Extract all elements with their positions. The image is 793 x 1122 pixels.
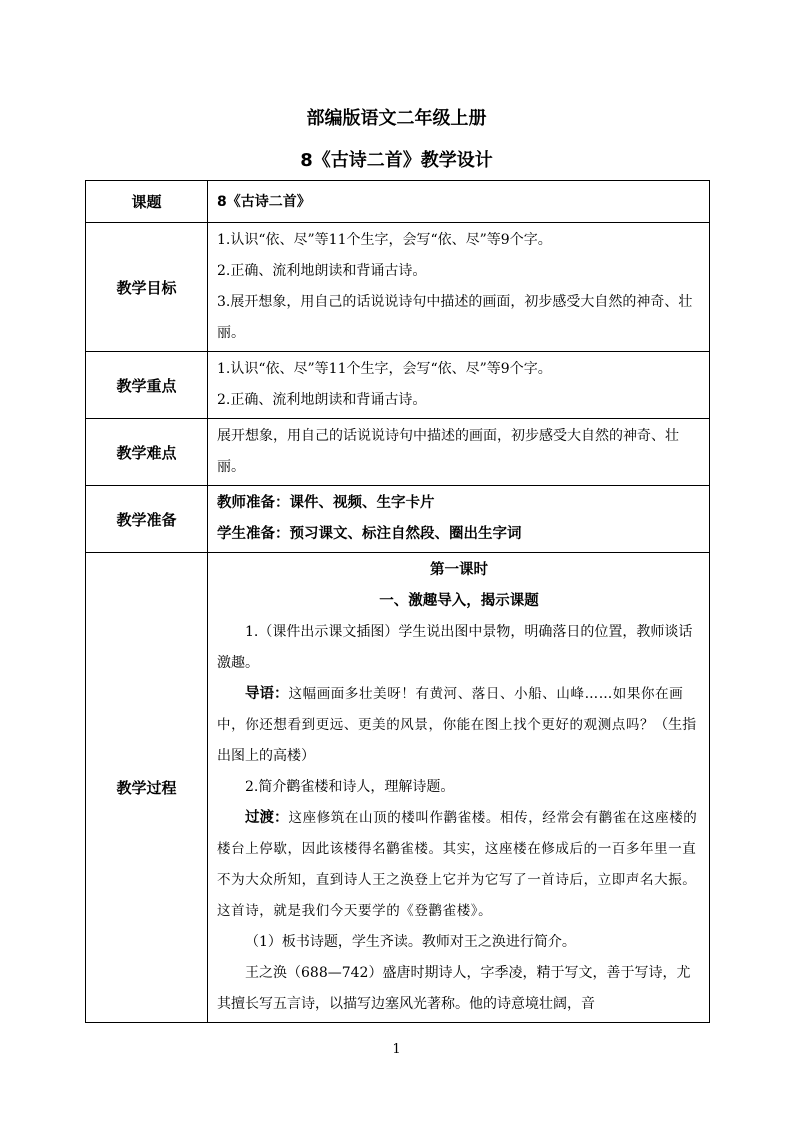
lesson-plan-table bbox=[85, 180, 710, 1023]
table-row-preparation bbox=[86, 486, 710, 553]
goal-item: 3.展开想象，用自己的话说说诗句中描述的画面，初步感受大自然的神奇、壮丽。 bbox=[217, 294, 693, 341]
process-paragraph: （1）板书诗题，学生齐读。教师对王之涣进行简介。 bbox=[245, 934, 576, 950]
document-subtitle: 8《古诗二首》教学设计 bbox=[300, 150, 493, 171]
value-difficulty: 展开想象，用自己的话说说诗句中描述的画面，初步感受大自然的神奇、壮丽。 bbox=[208, 419, 710, 486]
goal-item: 1.认识“依、尽”等11个生字，会写“依、尽”等9个字。 bbox=[217, 232, 552, 248]
process-paragraph: 王之涣（688—742）盛唐时期诗人，字季凌，精于写文，善于写诗，尤其擅长写五言诗，以描写边塞风光著称。他的诗意境壮阔，音 bbox=[217, 965, 691, 1012]
label-preparation: 教学准备 bbox=[86, 486, 208, 553]
value-goals bbox=[208, 223, 710, 352]
page-number: 1 bbox=[392, 1042, 401, 1057]
document-title: 部编版语文二年级上册 bbox=[306, 108, 487, 129]
transition-text: 这座修筑在山顶的楼叫作鹳雀楼。相传，经常会有鹳雀在这座楼的楼台上停歇，因此该楼得名鹳雀楼。其实，这座楼在修成后的一百多年里一直不为大众所知，直到诗人王之涣登上它并为它写了一首诗后，立即声名大振。这首诗，就是我们今天要学的《登鹳雀楼》。 bbox=[217, 810, 698, 919]
transition-paragraph bbox=[217, 803, 701, 927]
value-preparation bbox=[208, 486, 710, 553]
lesson-title: 第一课时 bbox=[430, 562, 488, 578]
student-prep: 学生准备：预习课文、标注自然段、圈出生字词 bbox=[217, 526, 522, 542]
guide-tail: （生指出图上的高楼） bbox=[217, 717, 697, 764]
teacher-prep: 教师准备：课件、视频、生字卡片 bbox=[217, 495, 435, 511]
label-topic: 课题 bbox=[86, 181, 208, 223]
value-topic: 8《古诗二首》 bbox=[208, 181, 710, 223]
label-process: 教学过程 bbox=[86, 553, 208, 1023]
label-goals: 教学目标 bbox=[86, 223, 208, 352]
guide-paragraph bbox=[217, 679, 701, 772]
guide-text: 这幅画面多壮美呀！有黄河、落日、小船、山峰……如果你在画中，你还想看到更远、更美的风景，你能在图上找个更好的观测点吗？ bbox=[217, 686, 684, 733]
process-paragraph: 2.简介鹳雀楼和诗人，理解诗题。 bbox=[245, 779, 455, 795]
table-row-process bbox=[86, 553, 710, 1023]
process-paragraph: 1.（课件出示课文插图）学生说出图中景物，明确落日的位置，教师谈话激趣。 bbox=[217, 624, 693, 671]
label-difficulty: 教学难点 bbox=[86, 419, 208, 486]
transition-label: 过渡： bbox=[245, 810, 289, 826]
table-row-key-points bbox=[86, 352, 710, 419]
section-title: 一、激趣导入，揭示课题 bbox=[379, 593, 539, 609]
table-row-goals bbox=[86, 223, 710, 352]
table-row-topic bbox=[86, 181, 710, 223]
key-item: 2.正确、流利地朗读和背诵古诗。 bbox=[217, 392, 427, 408]
table-row-difficulty bbox=[86, 419, 710, 486]
value-process bbox=[208, 553, 710, 1023]
label-key-points: 教学重点 bbox=[86, 352, 208, 419]
key-item: 1.认识“依、尽”等11个生字，会写“依、尽”等9个字。 bbox=[217, 361, 552, 377]
guide-label: 导语： bbox=[245, 686, 289, 702]
value-key-points bbox=[208, 352, 710, 419]
goal-item: 2.正确、流利地朗读和背诵古诗。 bbox=[217, 263, 427, 279]
